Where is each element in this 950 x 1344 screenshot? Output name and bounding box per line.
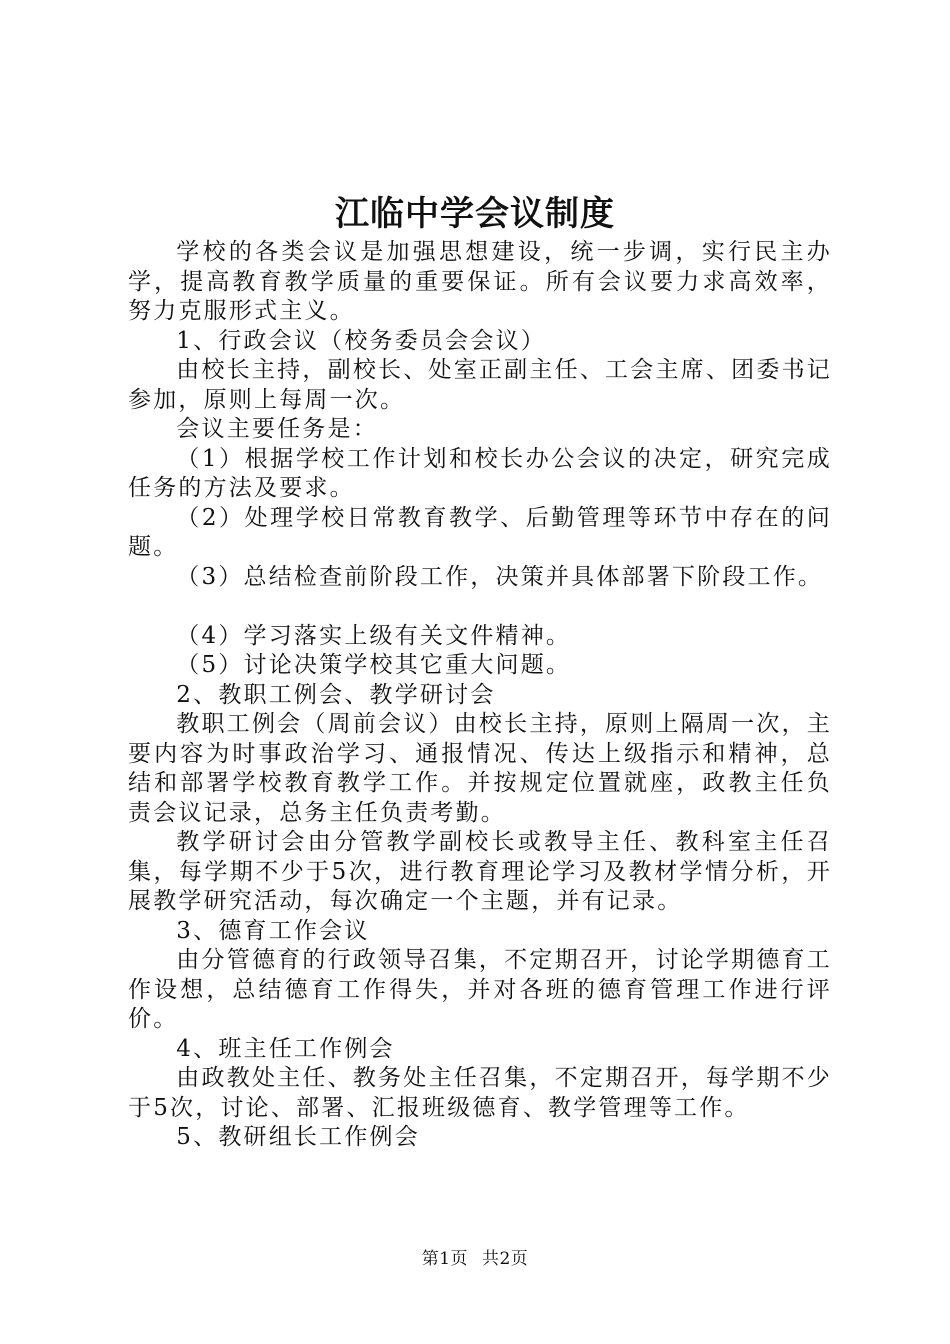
section-heading-3: 3、德育工作会议 xyxy=(176,917,370,944)
section-heading-4: 4、班主任工作例会 xyxy=(176,1035,395,1062)
section-heading-2: 2、教职工例会、教学研讨会 xyxy=(176,681,496,708)
list-item: （3）总结检查前阶段工作，决策并具体部署下阶段工作。 xyxy=(176,563,824,590)
paragraph: 由校长主持，副校长、处室正副主任、工会主席、团委书记参加，原则上每周一次。 xyxy=(128,357,832,413)
paragraph: 会议主要任务是： xyxy=(176,416,378,442)
document-title: 江临中学会议制度 xyxy=(335,194,615,234)
section-heading-5: 5、教研组长工作例会 xyxy=(176,1124,420,1150)
document-body xyxy=(128,238,832,1153)
page-number: 第1页 xyxy=(421,1249,469,1269)
list-item: （2）处理学校日常教育教学、后勤管理等环节中存在的问题。 xyxy=(128,504,832,560)
intro-paragraph: 学校的各类会议是加强思想建设，统一步调，实行民主办学，提高教育教学质量的重要保证。所有会议要力求高效率，努力克服形式主义。 xyxy=(128,239,832,324)
paragraph: 教学研讨会由分管教学副校长或教导主任、教科室主任召集，每学期不少于5次，进行教育理论学习及教材学情分析，开展教学研究活动，每次确定一个主题，并有记录。 xyxy=(128,829,832,914)
section-heading-1: 1、行政会议（校务委员会会议） xyxy=(176,327,546,354)
list-item: （1）根据学校工作计划和校长办公会议的决定，研究完成任务的方法及要求。 xyxy=(128,445,832,501)
page-footer xyxy=(0,1244,950,1269)
list-item: （4）学习落实上级有关文件精神。 xyxy=(176,622,572,649)
page-total: 共2页 xyxy=(481,1249,529,1269)
list-item: （5）讨论决策学校其它重大问题。 xyxy=(176,652,572,678)
paragraph: 由政教处主任、教务处主任召集，不定期召开，每学期不少于5次，讨论、部署、汇报班级德育、教学管理等工作。 xyxy=(128,1065,832,1121)
paragraph: 教职工例会（周前会议）由校长主持，原则上隔周一次，主要内容为时事政治学习、通报情况、传达上级指示和精神，总结和部署学校教育教学工作。并按规定位置就座，政教主任负责会议记录，总务主任负责考勤。 xyxy=(128,711,832,826)
paragraph: 由分管德育的行政领导召集，不定期召开，讨论学期德育工作设想，总结德育工作得失，并对各班的德育管理工作进行评价。 xyxy=(128,947,832,1032)
